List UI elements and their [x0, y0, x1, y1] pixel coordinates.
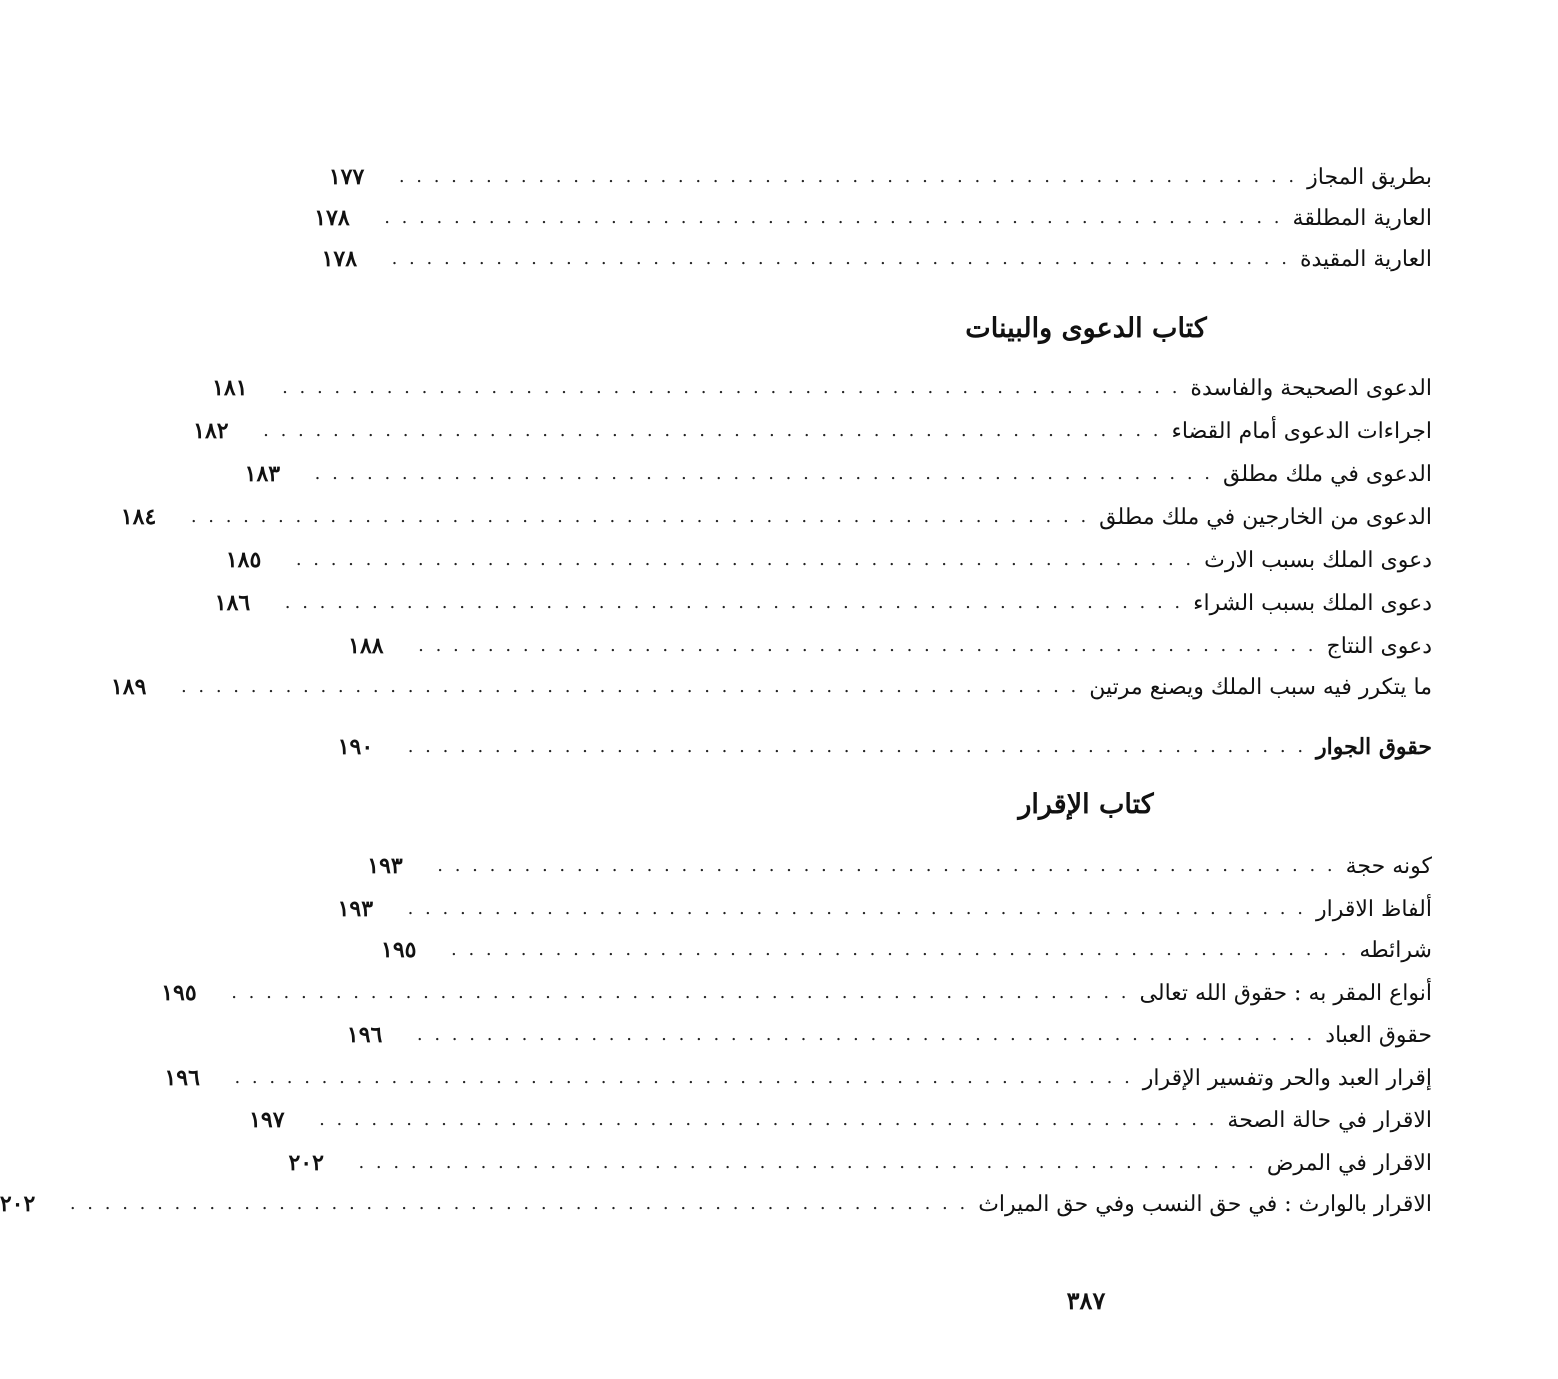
entry-title: ما يتكرر فيه سبب الملك ويصنع مرتين: [1089, 674, 1432, 700]
entry-title: أنواع المقر به : حقوق الله تعالى: [1139, 980, 1432, 1006]
toc-entry: [249, 1100, 1432, 1140]
entry-title: الدعوى في ملك مطلق: [1223, 461, 1432, 487]
leader-dots: . . . . . . . . . . . . . . . . . . . . . . . . . . . . . . . . . . . . . . . . . . . . . . . . . . . .: [358, 1152, 1257, 1173]
entry-title: الاقرار بالوارث : في حق النسب وفي حق الميراث: [978, 1191, 1432, 1217]
toc-entry: [214, 583, 1432, 623]
entry-page-number: ١٩٠: [337, 734, 374, 760]
entry-page-number: ١٨٦: [214, 590, 251, 616]
entry-page-number: ١٨٤: [120, 504, 157, 530]
leader-dots: . . . . . . . . . . . . . . . . . . . . . . . . . . . . . . . . . . . . . . . . . . . . . . . . . . . .: [418, 635, 1317, 656]
entry-title: حقوق العباد: [1325, 1022, 1432, 1048]
section-heading: كتاب الإقرار: [1018, 789, 1154, 820]
entry-page-number: ١٩٦: [346, 1022, 383, 1048]
entry-title: الدعوى من الخارجين في ملك مطلق: [1099, 504, 1432, 530]
toc-entry: [348, 626, 1432, 666]
entry-title: اجراءات الدعوى أمام القضاء: [1171, 418, 1432, 444]
leader-dots: . . . . . . . . . . . . . . . . . . . . . . . . . . . . . . . . . . . . . . . . . . . . . . . . . . . .: [451, 939, 1350, 960]
entry-title: العارية المقيدة: [1299, 246, 1432, 272]
leader-dots: . . . . . . . . . . . . . . . . . . . . . . . . . . . . . . . . . . . . . . . . . . . . . . . . . . . .: [314, 463, 1214, 484]
toc-entry: [110, 667, 1432, 707]
entry-page-number: ١٩٣: [367, 853, 403, 879]
entry-page-number: ١٨٥: [225, 547, 262, 573]
entry-page-number: ١٧٨: [314, 205, 350, 231]
entry-title: إقرار العبد والحر وتفسير الإقرار: [1142, 1065, 1432, 1091]
entry-title: دعوى الملك بسبب الشراء: [1193, 590, 1432, 616]
leader-dots: . . . . . . . . . . . . . . . . . . . . . . . . . . . . . . . . . . . . . . . . . . . . . . . . . . . .: [398, 166, 1298, 187]
leader-dots: . . . . . . . . . . . . . . . . . . . . . . . . . . . . . . . . . . . . . . . . . . . . . . . . . . . .: [69, 1193, 969, 1214]
entry-page-number: ١٨١: [212, 375, 248, 401]
toc-entry: [120, 497, 1432, 537]
entry-title: دعوى الملك بسبب الارث: [1204, 547, 1432, 573]
entry-page-number: ١٧٧: [328, 164, 365, 190]
entry-title: دعوى النتاج: [1326, 633, 1432, 659]
leader-dots: . . . . . . . . . . . . . . . . . . . . . . . . . . . . . . . . . . . . . . . . . . . . . . . . . . . .: [282, 377, 1181, 398]
toc-entry: [164, 1058, 1432, 1098]
entry-page-number: ١٧٨: [321, 246, 358, 272]
leader-dots: . . . . . . . . . . . . . . . . . . . . . . . . . . . . . . . . . . . . . . . . . . . . . . . . . . . .: [295, 549, 1195, 570]
entry-title: ألفاظ الاقرار: [1315, 896, 1432, 922]
entry-title: الدعوى الصحيحة والفاسدة: [1190, 375, 1432, 401]
entry-page-number: ١٨٣: [244, 461, 281, 487]
leader-dots: . . . . . . . . . . . . . . . . . . . . . . . . . . . . . . . . . . . . . . . . . . . . . . . . . . . .: [234, 1067, 1133, 1088]
toc-entry: [314, 198, 1432, 238]
leader-dots: . . . . . . . . . . . . . . . . . . . . . . . . . . . . . . . . . . . . . . . . . . . . . . . . . . . .: [407, 898, 1306, 919]
toc-entry: [337, 889, 1432, 929]
toc-entry: [321, 239, 1432, 279]
entry-page-number: ١٩٣: [337, 896, 374, 922]
toc-entry: [161, 973, 1432, 1013]
entry-page-number: ١٨٨: [348, 633, 384, 659]
toc-entry: [367, 846, 1432, 886]
leader-dots: . . . . . . . . . . . . . . . . . . . . . . . . . . . . . . . . . . . . . . . . . . . . . . . . . . . .: [391, 248, 1290, 269]
entry-page-number: ١٩٧: [249, 1107, 285, 1133]
toc-entry: [346, 1015, 1432, 1055]
leader-dots: . . . . . . . . . . . . . . . . . . . . . . . . . . . . . . . . . . . . . . . . . . . . . . . . . . . .: [180, 676, 1080, 697]
entry-page-number: ١٩٦: [164, 1065, 200, 1091]
entry-page-number: ١٩٥: [381, 937, 417, 963]
leader-dots: . . . . . . . . . . . . . . . . . . . . . . . . . . . . . . . . . . . . . . . . . . . . . . . . . . . .: [407, 736, 1307, 757]
entry-title: كونه حجة: [1345, 853, 1432, 879]
leader-dots: . . . . . . . . . . . . . . . . . . . . . . . . . . . . . . . . . . . . . . . . . . . . . . . . . . . .: [231, 982, 1130, 1003]
entry-title: بطريق المجاز: [1307, 164, 1432, 190]
toc-entry: [212, 368, 1432, 408]
toc-entry: [288, 1143, 1432, 1183]
leader-dots: . . . . . . . . . . . . . . . . . . . . . . . . . . . . . . . . . . . . . . . . . . . . . . . . . . . .: [319, 1109, 1218, 1130]
toc-entry: [337, 727, 1432, 767]
entry-title: الاقرار في المرض: [1266, 1150, 1432, 1176]
leader-dots: . . . . . . . . . . . . . . . . . . . . . . . . . . . . . . . . . . . . . . . . . . . . . . . . . . . .: [284, 592, 1184, 613]
toc-entry: [193, 411, 1432, 451]
leader-dots: . . . . . . . . . . . . . . . . . . . . . . . . . . . . . . . . . . . . . . . . . . . . . . . . . . . .: [416, 1024, 1316, 1045]
entry-title: حقوق الجوار: [1316, 734, 1432, 760]
toc-entry: [328, 157, 1432, 197]
leader-dots: . . . . . . . . . . . . . . . . . . . . . . . . . . . . . . . . . . . . . . . . . . . . . . . . . . . .: [384, 207, 1283, 228]
toc-entry: [225, 540, 1432, 580]
entry-title: شرائطه: [1359, 937, 1432, 963]
page-number: ٣٨٧: [1066, 1286, 1106, 1315]
entry-title: العارية المطلقة: [1292, 205, 1432, 231]
entry-page-number: ١٨٩: [110, 674, 147, 700]
entry-page-number: ٢٠٢: [0, 1191, 36, 1217]
toc-entry: [0, 1184, 1432, 1224]
section-heading: كتاب الدعوى والبينات: [965, 313, 1207, 344]
leader-dots: . . . . . . . . . . . . . . . . . . . . . . . . . . . . . . . . . . . . . . . . . . . . . . . . . . . .: [437, 855, 1336, 876]
entry-title: الاقرار في حالة الصحة: [1227, 1107, 1432, 1133]
leader-dots: . . . . . . . . . . . . . . . . . . . . . . . . . . . . . . . . . . . . . . . . . . . . . . . . . . . .: [190, 506, 1090, 527]
entry-page-number: ١٨٢: [193, 418, 229, 444]
entry-page-number: ٢٠٢: [288, 1150, 324, 1176]
toc-entry: [244, 454, 1432, 494]
leader-dots: . . . . . . . . . . . . . . . . . . . . . . . . . . . . . . . . . . . . . . . . . . . . . . . . . . . .: [263, 420, 1162, 441]
toc-entry: [381, 930, 1432, 970]
entry-page-number: ١٩٥: [161, 980, 197, 1006]
